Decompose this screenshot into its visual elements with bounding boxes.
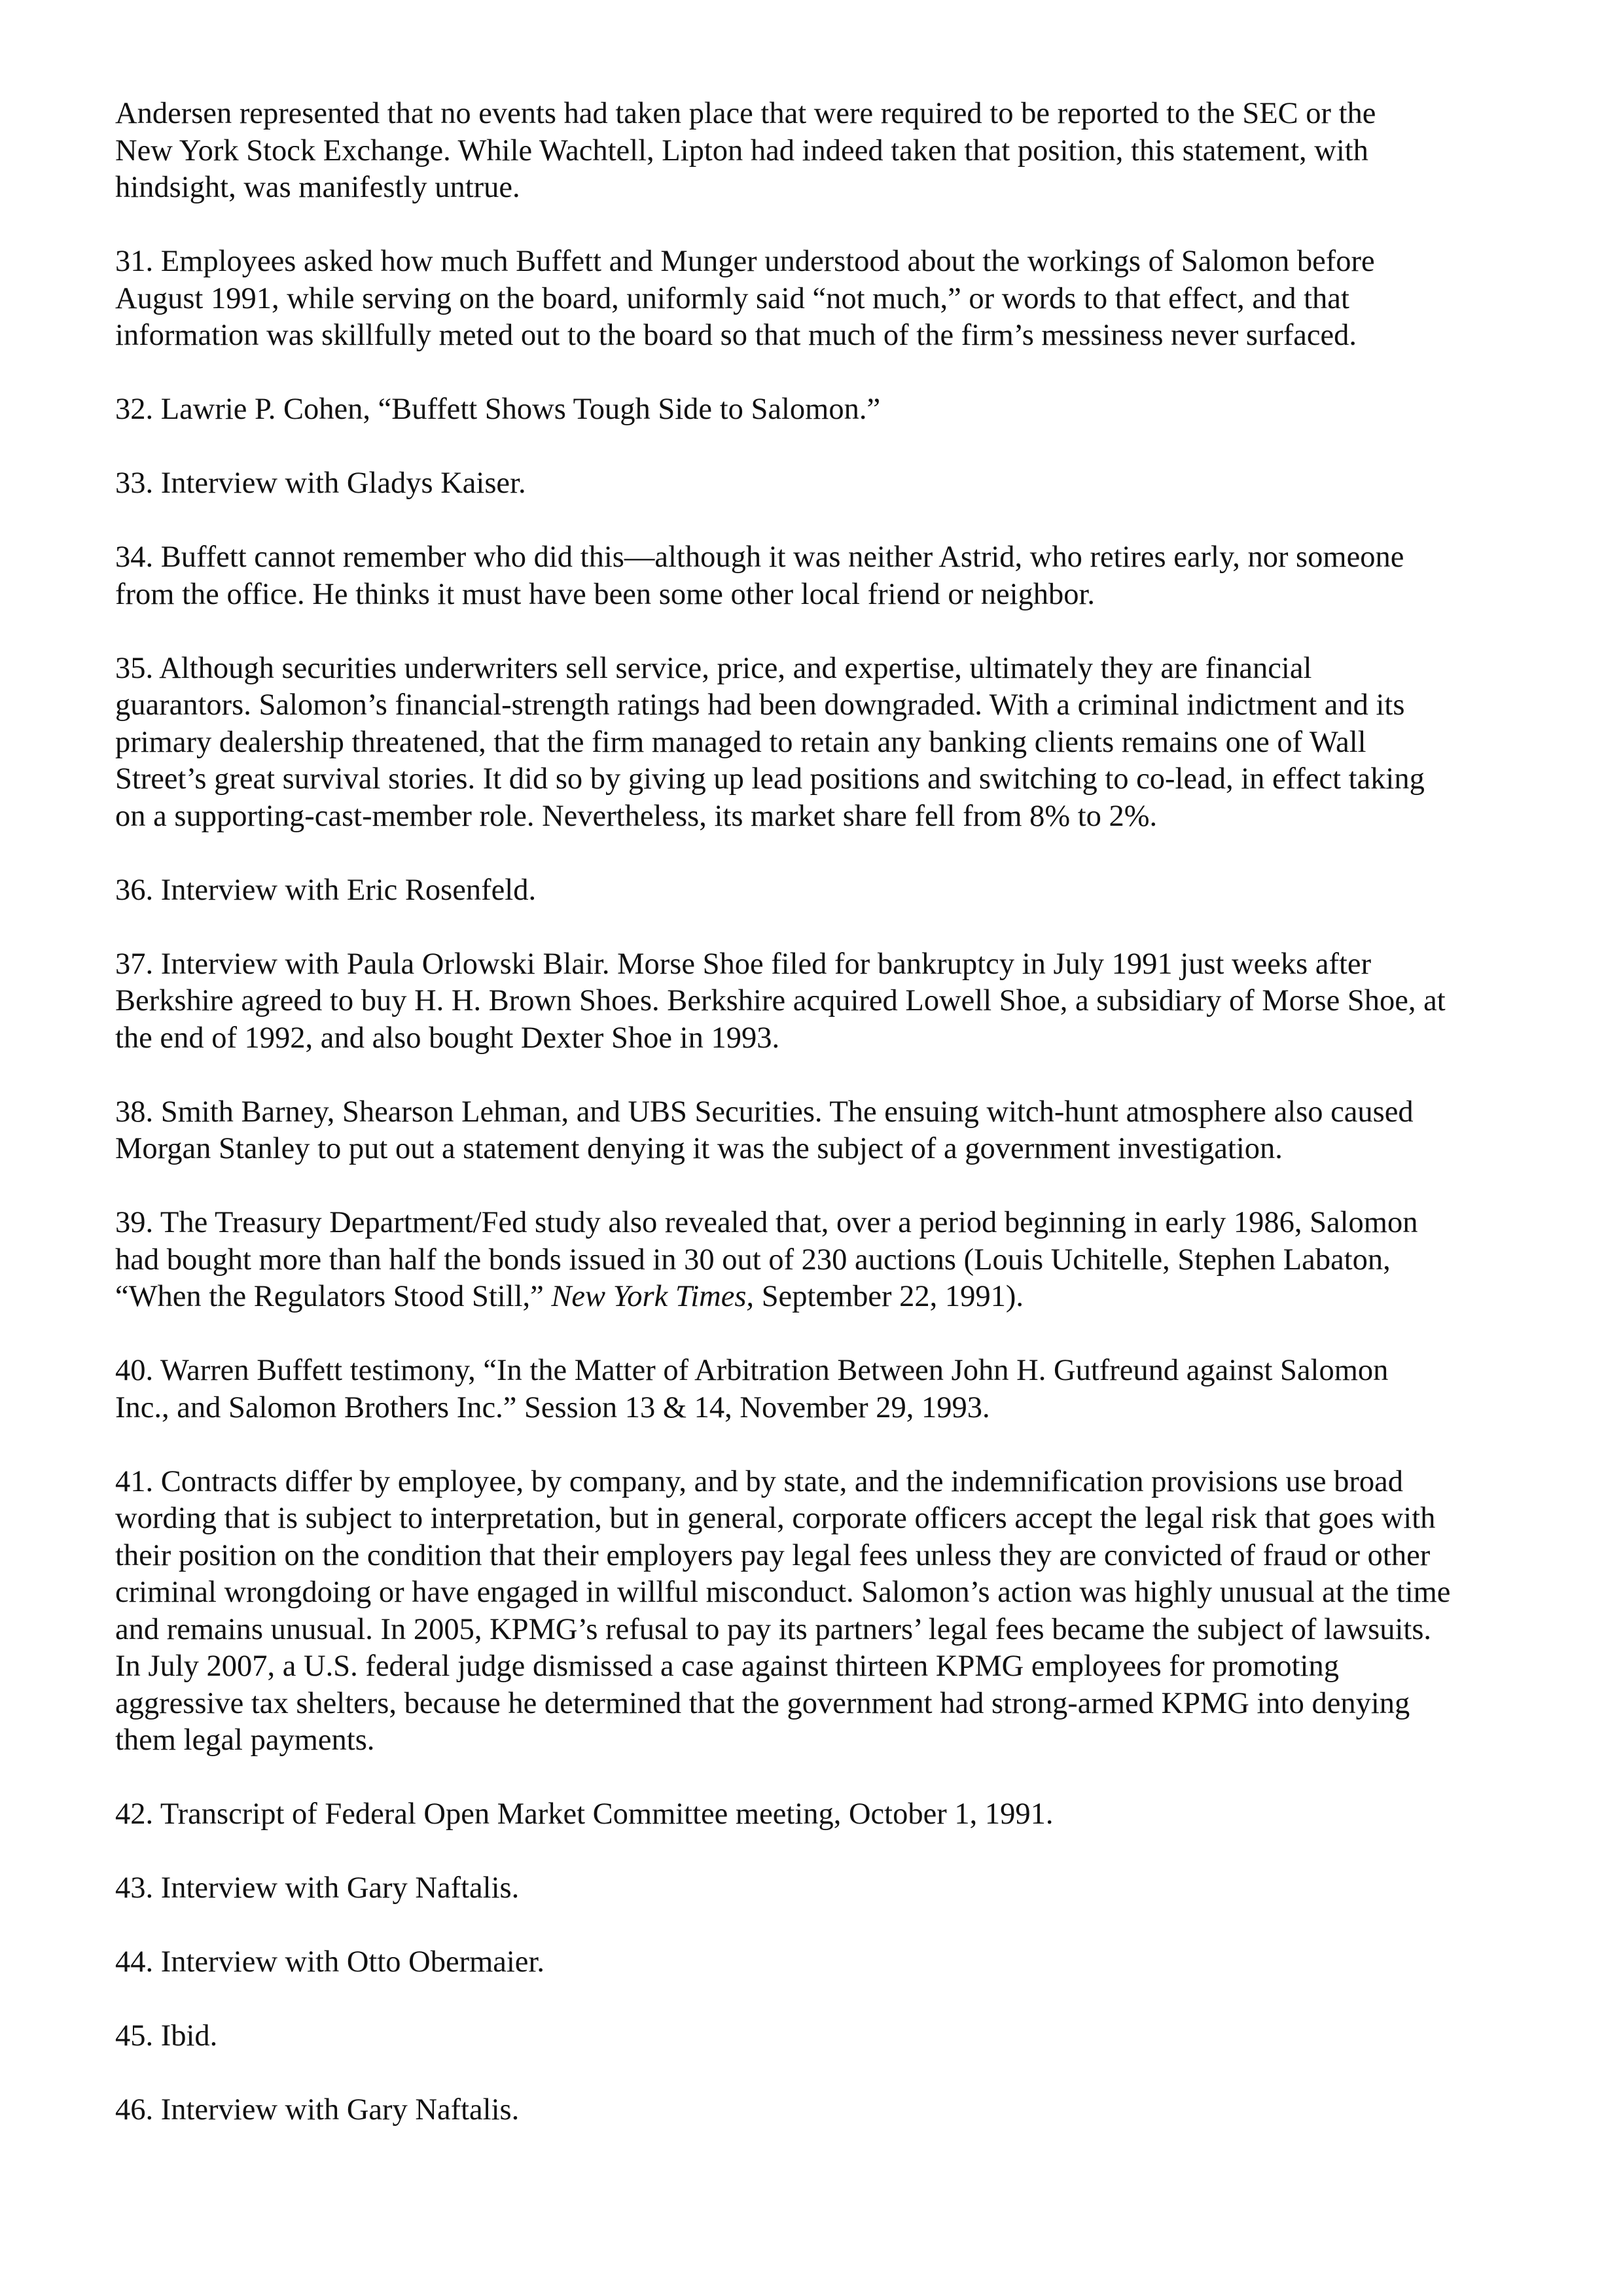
note-44: 44. Interview with Otto Obermaier. <box>115 1945 544 1979</box>
endnotes-page <box>115 96 1509 2129</box>
note-37: 37. Interview with Paula Orlowski Blair. Morse Shoe filed for bankruptcy in July 1991 just weeks after Berkshire agreed to buy H. H. Brown Shoes. Berkshire acquired Lowell Shoe, a subsidiary of Morse Shoe, at the end of 1992, and also bought Dexter Shoe in 1993. <box>115 947 1446 1055</box>
note-45: 45. Ibid. <box>115 2019 218 2053</box>
note-continued: Andersen represented that no events had taken place that were required to be reported to the SEC or the New York Stock Exchange. While Wachtell, Lipton had indeed taken that position, this statement, with hindsight, was manifestly untrue. <box>115 97 1376 204</box>
note-33: 33. Interview with Gladys Kaiser. <box>115 467 526 500</box>
note-39-text: 39. The Treasury Department/Fed study also revealed that, over a period beginning in early 1986, Salomon had bought more than half the bonds issued in 30 out of 230 auctions (Louis Uchitelle, Stephen Labaton, “When the Regulators Stood Still,” <box>115 1206 1418 1313</box>
note-46: 46. Interview with Gary Naftalis. <box>115 2093 520 2127</box>
note-39 <box>115 1205 1509 1316</box>
note-31: 31. Employees asked how much Buffett and Munger understood about the workings of Salomon before August 1991, while serving on the board, uniformly said “not much,” or words to that effect, and that information was skillfully meted out to the board so that much of the firm’s messiness never surfaced. <box>115 245 1375 352</box>
note-41: 41. Contracts differ by employee, by company, and by state, and the indemnification provisions use broad wording that is subject to interpretation, but in general, corporate officers accept the legal risk that goes with their position on the condition that their employers pay legal fees unless they are convicted of fraud or other criminal wrongdoing or have engaged in willful misconduct. Salomon’s action was highly unusual at the time and remains unusual. In 2005, KPMG’s refusal to pay its partners’ legal fees became the subject of lawsuits. In July 2007, a U.S. federal judge dismissed a case against thirteen KPMG employees for promoting aggressive tax shelters, because he determined that the government had strong-armed KPMG into denying them legal payments. <box>115 1464 1451 1757</box>
note-36: 36. Interview with Eric Rosenfeld. <box>115 873 537 907</box>
note-42: 42. Transcript of Federal Open Market Committee meeting, October 1, 1991. <box>115 1797 1054 1831</box>
note-43: 43. Interview with Gary Naftalis. <box>115 1871 520 1905</box>
note-32: 32. Lawrie P. Cohen, “Buffett Shows Tough Side to Salomon.” <box>115 393 881 426</box>
note-40: 40. Warren Buffett testimony, “In the Matter of Arbitration Between John H. Gutfreund against Salomon Inc., and Salomon Brothers Inc.” Session 13 & 14, November 29, 1993. <box>115 1354 1389 1424</box>
note-35: 35. Although securities underwriters sell service, price, and expertise, ultimately they are financial guarantors. Salomon’s financial-strength ratings had been downgraded. With a criminal indictment and its primary dealership threatened, that the firm managed to retain any banking clients remains one of Wall Street’s great survival stories. It did so by giving up lead positions and switching to co-lead, in effect taking on a supporting-cast-member role. Nevertheless, its market share fell from 8% to 2%. <box>115 651 1425 833</box>
note-39-publication: New York Times, <box>551 1280 755 1313</box>
note-34: 34. Buffett cannot remember who did this—although it was neither Astrid, who retires early, nor someone from the office. He thinks it must have been some other local friend or neighbor. <box>115 540 1404 611</box>
note-38: 38. Smith Barney, Shearson Lehman, and UBS Securities. The ensuing witch-hunt atmosphere also caused Morgan Stanley to put out a statement denying it was the subject of a government investigation. <box>115 1095 1414 1165</box>
note-39-date: September 22, 1991). <box>754 1280 1024 1313</box>
